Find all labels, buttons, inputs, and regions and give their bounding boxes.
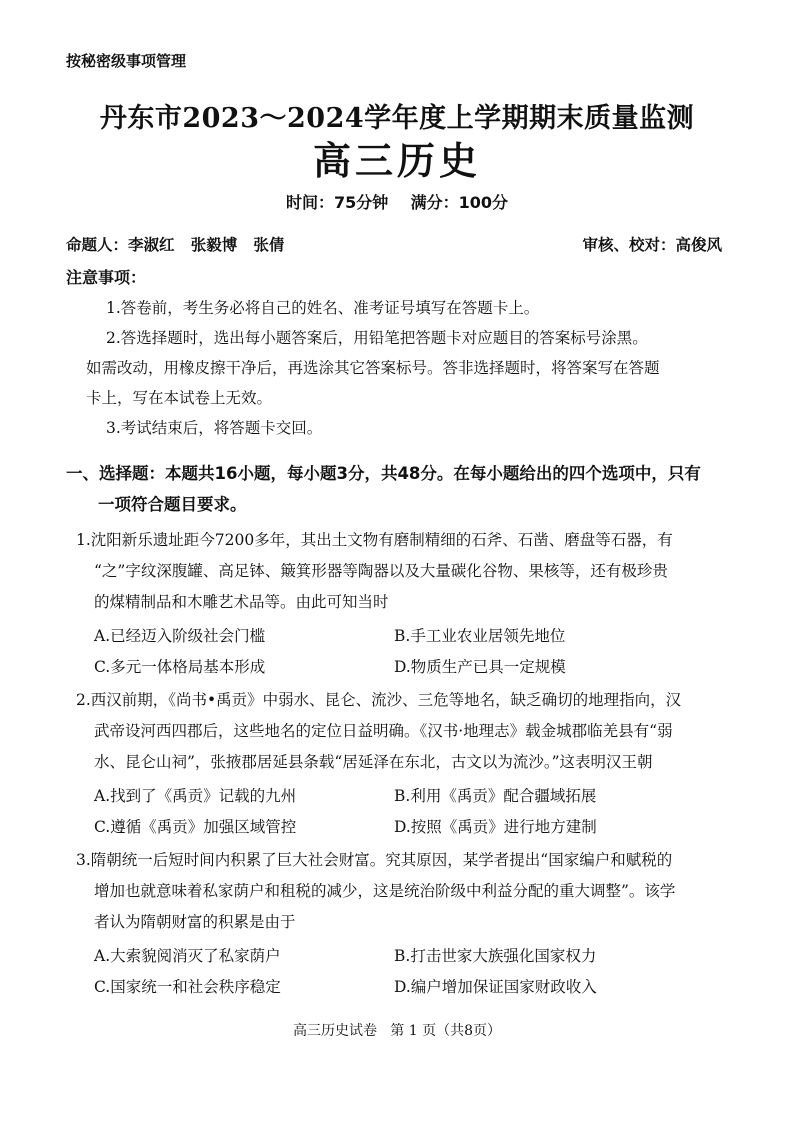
q3-option-b: B.打击世家大族强化国家权力 — [394, 947, 597, 965]
q2-stem-line2: 武帝设河西四郡后，这些地名的定位日益明确。《汉书·地理志》载金城郡临羌县有“弱 — [94, 722, 673, 740]
note-1: 1.答卷前，考生务必将自己的姓名、准考证号填写在答题卡上。 — [106, 299, 540, 317]
q2-option-d: D.按照《禹贡》进行地方建制 — [394, 818, 597, 836]
q1-stem-line1: 1.沈阳新乐遗址距今7200多年，其出土文物有磨制精细的石斧、石凿、磨盘等石器，有 — [76, 531, 673, 549]
note-2-line-a: 2.答选择题时，选出每小题答案后，用铅笔把答题卡对应题目的答案标号涂黑。 — [106, 329, 648, 347]
notes-heading: 注意事项： — [66, 268, 147, 287]
q1-option-b: B.手工业农业居领先地位 — [394, 627, 566, 645]
q3-option-c: C.国家统一和社会秩序稳定 — [94, 978, 281, 996]
q2-stem-line3: 水、昆仑山祠”，张掖郡居延县条载“居延泽在东北，古文以为流沙。”这表明汉王朝 — [94, 753, 653, 771]
note-3: 3.考试结束后，将答题卡交回。 — [106, 419, 323, 437]
q3-stem-line1: 3.隋朝统一后短时间内积累了巨大社会财富。究其原因，某学者提出“国家编户和赋税的 — [76, 851, 673, 869]
q1-option-d: D.物质生产已具一定规模 — [394, 658, 566, 676]
note-2-line-b: 如需改动，用橡皮擦干净后，再选涂其它答案标号。答非选择题时，将答案写在答题 — [86, 359, 660, 377]
q3-option-d: D.编户增加保证国家财政收入 — [394, 978, 597, 996]
q1-option-c: C.多元一体格局基本形成 — [94, 658, 266, 676]
q3-stem-line2: 增加也就意味着私家荫户和租税的减少，这是统治阶级中利益分配的重大调整”。该学 — [94, 882, 676, 900]
q1-stem-line2: “之”字纹深腹罐、高足钵、簸箕形器等陶器以及大量碳化谷物、果核等，还有极珍贵 — [94, 562, 668, 580]
q2-stem-line1: 2.西汉前期，《尚书•禹贡》中弱水、昆仑、流沙、三危等地名，缺乏确切的地理指向，汉 — [76, 691, 682, 709]
subject-title: 高三历史 — [312, 138, 481, 183]
page-footer: 高三历史试卷 第 1 页（共8页） — [292, 1023, 502, 1039]
secret-level-label: 按秘密级事项管理 — [66, 52, 187, 70]
section-heading-line1: 一、选择题：本题共16小题，每小题3分，共48分。在每小题给出的四个选项中，只有 — [66, 464, 701, 483]
reviewer-line: 审核、校对：高俊风 — [582, 236, 722, 254]
q1-stem-line3: 的煤精制品和木雕艺术品等。由此可知当时 — [94, 593, 389, 611]
q2-option-c: C.遵循《禹贡》加强区域管控 — [94, 818, 297, 836]
q1-option-a: A.已经迈入阶级社会门槛 — [94, 627, 266, 645]
q3-option-a: A.大索貌阅消灭了私家荫户 — [94, 947, 281, 965]
section-heading-line2: 一项符合题目要求。 — [98, 495, 247, 514]
note-2-line-c: 卡上，写在本试卷上无效。 — [86, 389, 273, 407]
q3-stem-line3: 者认为隋朝财富的积累是由于 — [94, 913, 296, 931]
time-score-info: 时间：75分钟 满分：100分 — [286, 193, 508, 212]
authors-line: 命题人：李淑红 张毅博 张倩 — [66, 236, 285, 254]
exam-title: 丹东市2023～2024学年度上学期期末质量监测 — [99, 103, 695, 134]
q2-option-a: A.找到了《禹贡》记载的九州 — [94, 787, 297, 805]
q2-option-b: B.利用《禹贡》配合疆域拓展 — [394, 787, 597, 805]
